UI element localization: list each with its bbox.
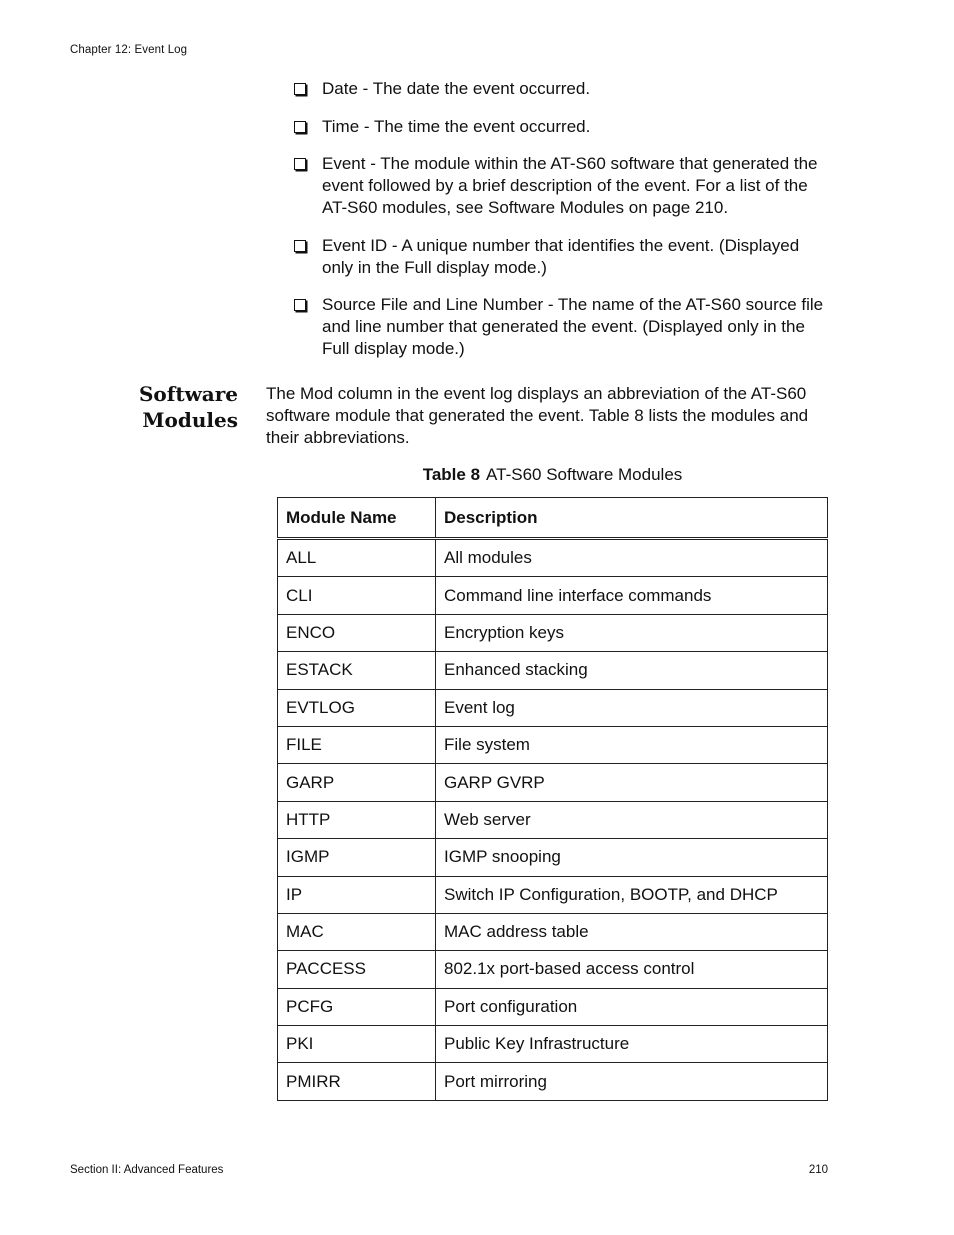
checkbox-bullet-icon bbox=[294, 83, 306, 95]
table-row bbox=[278, 614, 828, 651]
module-description-cell: All modules bbox=[436, 539, 828, 577]
table-row bbox=[278, 801, 828, 838]
table-row bbox=[278, 839, 828, 876]
module-name-cell: IGMP bbox=[278, 839, 436, 876]
list-item bbox=[294, 153, 834, 219]
section-intro: The Mod column in the event log displays an abbreviation of the AT-S60 software module that generated the event. Table 8 lists the modules and their abbreviations. bbox=[266, 384, 809, 447]
list-item-text: Source File and Line Number - The name of the AT-S60 source file and line number that generated the event. (Displayed only in the Full display mode.) bbox=[322, 295, 824, 358]
module-description-cell: Port mirroring bbox=[436, 1063, 828, 1100]
section-heading-line2: Modules bbox=[142, 408, 238, 432]
section-heading-line1: Software bbox=[138, 382, 238, 406]
module-description-cell: Enhanced stacking bbox=[436, 652, 828, 689]
list-item bbox=[294, 116, 834, 138]
table-row bbox=[278, 764, 828, 801]
module-name-cell: IP bbox=[278, 876, 436, 913]
table-row bbox=[278, 876, 828, 913]
field-list bbox=[294, 78, 834, 376]
module-description-cell: Port configuration bbox=[436, 988, 828, 1025]
module-name-cell: PMIRR bbox=[278, 1063, 436, 1100]
module-name-cell: FILE bbox=[278, 726, 436, 763]
footer-section: Section II: Advanced Features bbox=[70, 1164, 224, 1176]
module-name-cell: PCFG bbox=[278, 988, 436, 1025]
table-caption-title: AT-S60 Software Modules bbox=[486, 465, 683, 484]
module-name-cell: ENCO bbox=[278, 614, 436, 651]
list-item bbox=[294, 235, 834, 279]
column-header-module-name: Module Name bbox=[278, 498, 436, 539]
table-row bbox=[278, 1026, 828, 1063]
list-item-text: Event - The module within the AT-S60 software that generated the event followed by a brief description of the event. For a list of the AT-S60 modules, see Software Modules on page 210. bbox=[322, 154, 818, 217]
table-row bbox=[278, 913, 828, 950]
checkbox-bullet-icon bbox=[294, 299, 306, 311]
list-item-text: Time - The time the event occurred. bbox=[322, 116, 591, 136]
column-header-description: Description bbox=[436, 498, 828, 539]
module-description-cell: Switch IP Configuration, BOOTP, and DHCP bbox=[436, 876, 828, 913]
table-row bbox=[278, 539, 828, 577]
modules-table bbox=[277, 497, 828, 1101]
list-item bbox=[294, 78, 834, 100]
table-row bbox=[278, 726, 828, 763]
module-name-cell: HTTP bbox=[278, 801, 436, 838]
checkbox-bullet-icon bbox=[294, 158, 306, 170]
module-description-cell: IGMP snooping bbox=[436, 839, 828, 876]
checkbox-bullet-icon bbox=[294, 121, 306, 133]
module-name-cell: ALL bbox=[278, 539, 436, 577]
module-description-cell: MAC address table bbox=[436, 913, 828, 950]
module-description-cell: Event log bbox=[436, 689, 828, 726]
module-name-cell: CLI bbox=[278, 577, 436, 614]
module-description-cell: File system bbox=[436, 726, 828, 763]
module-description-cell: Command line interface commands bbox=[436, 577, 828, 614]
checkbox-bullet-icon bbox=[294, 240, 306, 252]
table-caption-label: Table 8 bbox=[422, 465, 481, 484]
table-row bbox=[278, 689, 828, 726]
module-description-cell: Web server bbox=[436, 801, 828, 838]
table-row bbox=[278, 988, 828, 1025]
table-row bbox=[278, 652, 828, 689]
module-name-cell: PACCESS bbox=[278, 951, 436, 988]
module-name-cell: PKI bbox=[278, 1026, 436, 1063]
module-name-cell: MAC bbox=[278, 913, 436, 950]
list-item-text: Event ID - A unique number that identifies the event. (Displayed only in the Full display mode.) bbox=[322, 235, 800, 277]
running-header: Chapter 12: Event Log bbox=[70, 44, 188, 56]
module-name-cell: EVTLOG bbox=[278, 689, 436, 726]
list-item bbox=[294, 294, 834, 360]
table-row bbox=[278, 1063, 828, 1100]
list-item-text: Date - The date the event occurred. bbox=[322, 79, 591, 98]
module-description-cell: 802.1x port-based access control bbox=[436, 951, 828, 988]
module-name-cell: ESTACK bbox=[278, 652, 436, 689]
table-caption bbox=[277, 464, 828, 486]
table-header-row bbox=[278, 498, 828, 539]
module-description-cell: Encryption keys bbox=[436, 614, 828, 651]
module-description-cell: Public Key Infrastructure bbox=[436, 1026, 828, 1063]
section-heading bbox=[100, 381, 238, 433]
table-row bbox=[278, 951, 828, 988]
module-name-cell: GARP bbox=[278, 764, 436, 801]
page-number: 210 bbox=[808, 1164, 828, 1176]
table-row bbox=[278, 577, 828, 614]
module-description-cell: GARP GVRP bbox=[436, 764, 828, 801]
